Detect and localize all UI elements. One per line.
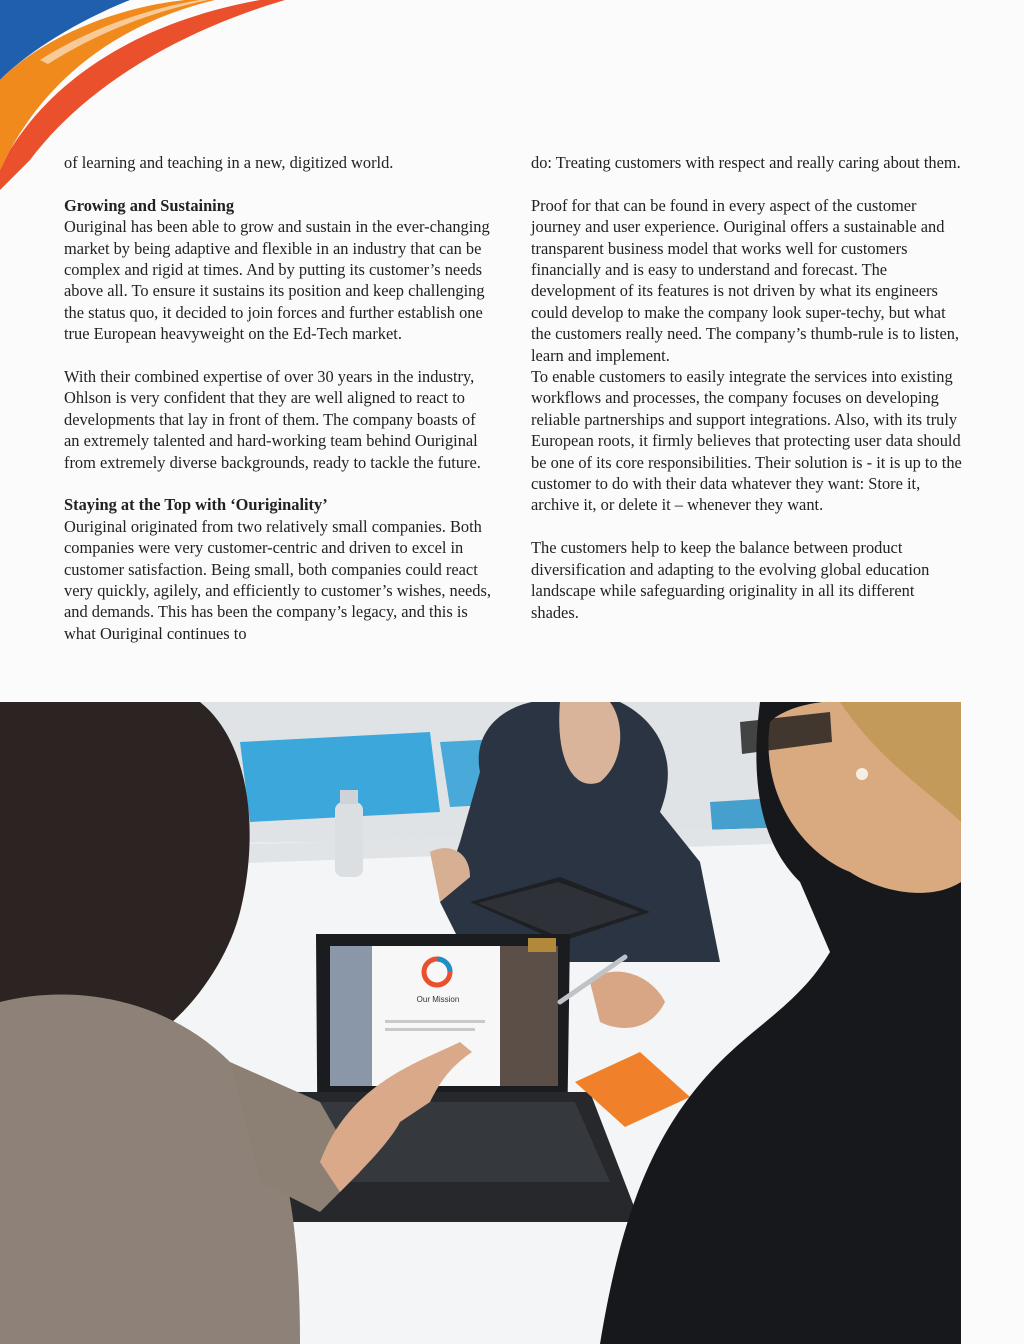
paragraph: Proof for that can be found in every aspect of the customer journey and user experience. Ouriginal offers a sustainable and transparent business model that works well for customers financially and is easy to understand and forecast. The development of its features is not driven by what its engineers could develop to make the company look super-techy, but what the customers really need. The company’s thumb-rule is to listen, learn and implement. [531, 195, 960, 365]
right-text-column [531, 152, 963, 644]
paragraph: of learning and teaching in a new, digitized world. [64, 153, 394, 172]
paragraph: Ouriginal has been able to grow and sustain in the ever-changing market by being adaptive and flexible in an industry that can be complex and rigid at times. And by putting its customer’s needs above all. To ensure it sustains its position and keep challenging the status quo, it decided to join forces and further establish one true European heavyweight on the Ed-Tech market. [64, 217, 490, 344]
paragraph: To enable customers to easily integrate the services into existing workflows and processes, the company focuses on developing reliable partnerships and support integrations. Also, with its truly European roots, it firmly believes that protecting user data should be one of its core responsibilities. Their solution is - it is up to the customer to do with their data whatever they want: Store it, archive it, or delete it – whenever they want. [531, 367, 962, 515]
paragraph: With their combined expertise of over 30 years in the industry, Ohlson is very confident that they are well aligned to react to developments that lay in front of them. The company boasts of an extremely talented and hard-working team behind Ouriginal from extremely diverse backgrounds, ready to tackle the future. [64, 367, 481, 472]
section-heading: Staying at the Top with ‘Ouriginality’ [64, 495, 328, 515]
left-text-column [64, 152, 494, 644]
laptop-screen-heading: Our Mission [416, 995, 460, 1004]
meeting-photo [0, 702, 961, 1344]
paragraph: The customers help to keep the balance between product diversification and adapting to the evolving global education landscape while safeguarding originality in all its different shades. [531, 538, 930, 622]
paragraph: Ouriginal originated from two relatively small companies. Both companies were very customer-centric and driven to excel in customer satisfaction. Being small, both companies could react very quickly, agilely, and efficiently to customer’s wishes, needs, and demands. This has been the company’s legacy, and this is what Ouriginal continues to [64, 516, 491, 643]
paragraph: do: Treating customers with respect and really caring about them. [531, 153, 961, 172]
section-heading: Growing and Sustaining [64, 195, 235, 215]
